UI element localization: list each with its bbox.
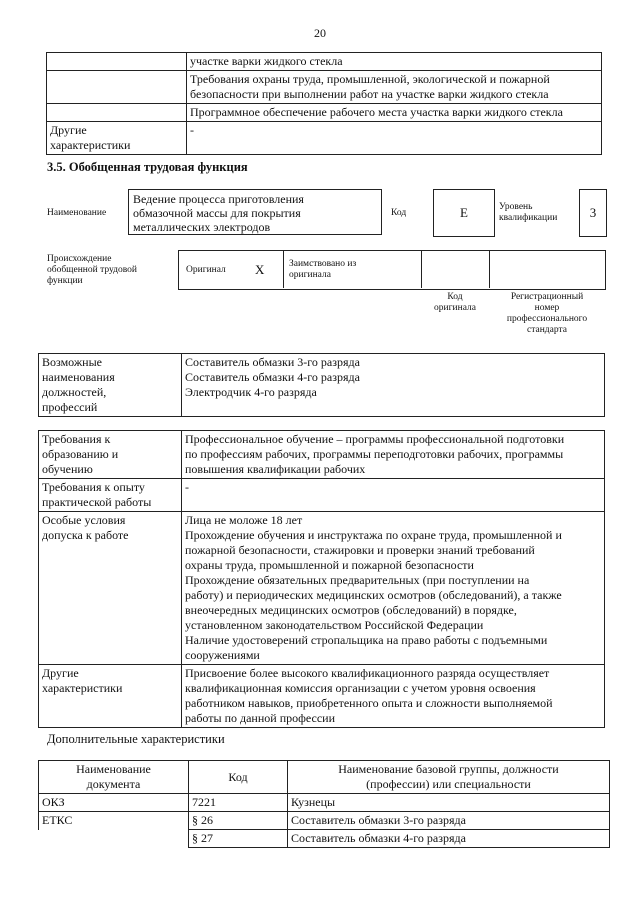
cell-text: -	[185, 480, 189, 494]
reg-caption-line: Регистрационный	[510, 292, 584, 302]
borrowed-label-line: Заимствовано из	[289, 259, 357, 269]
table-row	[39, 354, 605, 417]
requirements-table	[38, 430, 605, 728]
row-label: Особые условия	[42, 513, 126, 527]
table-row	[47, 71, 602, 104]
code-label: Код	[391, 208, 407, 218]
row-label: образованию и	[42, 447, 119, 461]
table-row	[47, 53, 602, 71]
name-cell: Составитель обмазки 3-го разряда	[288, 812, 610, 830]
table-row	[39, 479, 605, 512]
row-label: допуска к работе	[42, 528, 129, 542]
level-label-line: квалификации	[499, 213, 558, 223]
cell-text: повышения квалификации рабочих	[185, 462, 366, 476]
column-header: документа	[86, 777, 141, 791]
borrowed-label	[289, 259, 356, 281]
divider	[421, 250, 422, 288]
level-label	[499, 202, 557, 224]
reg-caption	[489, 292, 605, 336]
column-header: Наименование	[76, 762, 151, 776]
position-item: Составитель обмазки 4-го разряда	[185, 370, 360, 384]
cell-text: Присвоение более высокого квалификационного разряда осуществляет	[185, 666, 550, 680]
row-label: характеристики	[42, 681, 123, 695]
cell-text: по профессиям рабочих, программы переподготовки рабочих, программы	[185, 447, 564, 461]
table-row	[39, 794, 610, 812]
table-row	[39, 512, 605, 665]
row-label: наименования	[42, 370, 115, 384]
origin-box	[178, 250, 606, 290]
divider	[283, 250, 284, 288]
row-label: Требования к опыту	[42, 480, 145, 494]
row-label: характеристики	[50, 138, 131, 152]
doc-cell: ОКЗ	[39, 794, 189, 812]
function-name-line: обмазочной массы для покрытия	[133, 206, 301, 220]
divider	[489, 250, 490, 288]
function-name-line: Ведение процесса приготовления	[133, 192, 304, 206]
cell-text: Профессиональное обучение – программы профессиональной подготовки	[185, 432, 565, 446]
column-header: Код	[228, 769, 248, 784]
cell-text: работу) и периодических медицинских осмотров (обследований), а также	[185, 588, 562, 602]
original-label: Оригинал	[186, 265, 226, 275]
cell-text: безопасности при выполнении работ на участке варки жидкого стекла	[190, 87, 549, 101]
table-row	[39, 830, 610, 848]
cell-text: пожарной безопасности, стажировки и проверки знаний требований	[185, 543, 535, 557]
page-number: 20	[314, 26, 326, 40]
row-label: должностей,	[42, 385, 107, 399]
cell-text: сооружениями	[185, 648, 260, 662]
origin-label	[47, 254, 137, 287]
table-row	[39, 431, 605, 479]
cell-text: Программное обеспечение рабочего места участка варки жидкого стекла	[190, 105, 563, 119]
cell-text: работником навыков, приобретенного опыта и сложности выполняемой	[185, 696, 553, 710]
row-label: обучению	[42, 462, 93, 476]
cell-text: -	[190, 123, 194, 137]
row-label: практической работы	[42, 495, 152, 509]
code-caption-line: Код	[447, 292, 463, 302]
cell-text: Прохождение обязательных предварительных (при поступлении на	[185, 573, 530, 587]
cell-text: Требования охраны труда, промышленной, экологической и пожарной	[190, 72, 550, 86]
origin-label-line: функции	[47, 276, 83, 286]
cell-text: установленном законодательством Российской Федерации	[185, 618, 484, 632]
additional-title: Дополнительные характеристики	[47, 732, 225, 746]
code-value: E	[433, 189, 495, 237]
code-caption	[421, 292, 489, 314]
cell-text: участке варки жидкого стекла	[190, 54, 343, 68]
original-mark: X	[255, 262, 265, 277]
cell-text: внеочередных медицинских осмотров (обследований) в порядке,	[185, 603, 517, 617]
reg-caption-line: профессионального	[506, 314, 588, 324]
origin-label-line: обобщенной трудовой	[47, 265, 137, 275]
positions-table	[38, 353, 605, 417]
code-caption-line: оригинала	[434, 303, 476, 313]
level-value: 3	[579, 189, 607, 237]
position-item: Составитель обмазки 3-го разряда	[185, 355, 360, 369]
level-label-line: Уровень	[499, 202, 533, 212]
reg-caption-line: стандарта	[527, 325, 567, 335]
table-row	[39, 665, 605, 728]
name-cell: Кузнецы	[288, 794, 610, 812]
cell-text: работы по данной профессии	[185, 711, 336, 725]
function-name-box	[128, 189, 382, 235]
doc-cell	[39, 830, 189, 848]
cell-text: Прохождение обучения и инструктажа по охране труда, промышленной и	[185, 528, 562, 542]
table-header-row	[39, 761, 610, 794]
row-label: Другие	[42, 666, 79, 680]
table-row	[47, 104, 602, 122]
row-label: Другие	[50, 123, 87, 137]
top-table	[46, 52, 602, 155]
row-label: профессий	[42, 400, 98, 414]
borrowed-label-line: оригинала	[289, 270, 331, 280]
column-header: (профессии) или специальности	[366, 777, 531, 791]
row-label: Требования к	[42, 432, 111, 446]
code-cell: 7221	[189, 794, 288, 812]
table-row	[39, 812, 610, 830]
code-cell: § 27	[189, 830, 288, 848]
table-row	[47, 122, 602, 155]
name-cell: Составитель обмазки 4-го разряда	[288, 830, 610, 848]
origin-label-line: Происхождение	[47, 254, 112, 264]
cell-text: охраны труда, промышленной и пожарной безопасности	[185, 558, 474, 572]
cell-text: Наличие удостоверений стропальщика на право работы с подъемными	[185, 633, 548, 647]
doc-cell: ЕТКС	[39, 812, 189, 830]
column-header: Наименование базовой группы, должности	[338, 762, 559, 776]
code-cell: § 26	[189, 812, 288, 830]
name-label: Наименование	[47, 208, 107, 218]
cell-text: квалификационная комиссия организации с учетом уровня освоения	[185, 681, 536, 695]
function-name-line: металлических электродов	[133, 220, 271, 234]
additional-table	[38, 760, 610, 848]
section-title: 3.5. Обобщенная трудовая функция	[47, 160, 248, 174]
cell-text: Лица не моложе 18 лет	[185, 513, 303, 527]
reg-caption-line: номер	[534, 303, 560, 313]
position-item: Электродчик 4-го разряда	[185, 385, 317, 399]
row-label: Возможные	[42, 355, 102, 369]
